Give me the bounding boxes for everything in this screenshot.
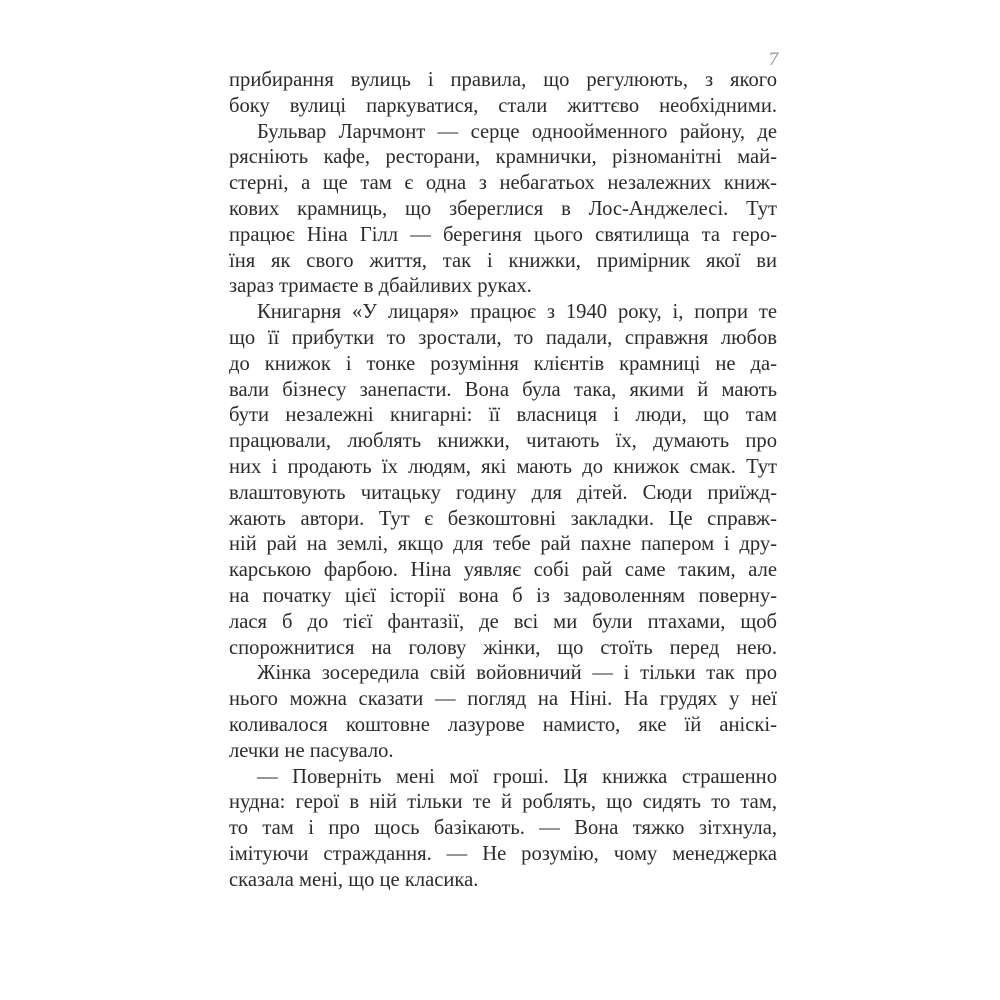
body-text — [229, 68, 777, 894]
text-line: працювали, люблять книжки, читають їх, думають про — [229, 430, 777, 453]
text-line: кових крамниць, що збереглися в Лос-Анджелесі. Тут — [229, 197, 777, 220]
text-line: бути незалежні книгарні: її власниця і люди, що там — [229, 404, 777, 427]
text-line: лечки не пасувало. — [229, 739, 394, 762]
text-line: коливалося коштовне лазурове намисто, яке їй аніскі- — [229, 713, 777, 736]
text-line: то там і про щось базікають. — Вона тяжко зітхнула, — [229, 817, 777, 840]
text-line: сказала мені, що це класика. — [229, 868, 479, 891]
text-line: карською фарбою. Ніна уявляє собі рай саме таким, але — [229, 559, 777, 582]
text-line: жають автори. Тут є безкоштовні закладки. Це справж- — [229, 507, 777, 530]
text-line: що її прибутки то зростали, то падали, справжня любов — [229, 326, 777, 349]
text-line: влаштовують читацьку годину для дітей. Сюди приїжд- — [229, 481, 777, 504]
text-line: до книжок і тонке розуміння клієнтів крамниці не да- — [229, 352, 777, 375]
text-line: стерні, а ще там є одна з небагатьох незалежних книж- — [229, 172, 777, 195]
page-number: 7 — [768, 50, 779, 70]
text-line: — Поверніть мені мої гроші. Ця книжка страшенно — [257, 765, 777, 788]
text-line: лася б до тієї фантазії, де всі ми були птахами, щоб — [229, 610, 777, 633]
text-line: них і продають їх людям, які мають до книжок смак. Тут — [229, 455, 777, 478]
text-line: зараз тримаєте в дбайливих руках. — [229, 275, 532, 298]
text-line: нього можна сказати — погляд на Ніні. На грудях у неї — [229, 688, 777, 711]
text-line: Жінка зосередила свій войовничий — і тільки так про — [257, 662, 777, 685]
text-line: їня як свого життя, так і книжки, примірник якої ви — [229, 249, 777, 272]
text-line: нудна: герої в ній тільки те й роблять, що сидять то там, — [229, 791, 777, 814]
text-line: працює Ніна Гілл — берегиня цього святилища та геро- — [229, 223, 777, 246]
text-line: на початку цієї історії вона б із задоволенням поверну- — [229, 584, 777, 607]
text-line: вали бізнесу занепасти. Вона була така, якими й мають — [229, 378, 777, 401]
text-line: імітуючи страждання. — Не розумію, чому менеджерка — [229, 842, 777, 865]
text-line: рясніють кафе, ресторани, крамнички, різноманітні май- — [229, 146, 777, 169]
text-line: боку вулиці паркуватися, стали життєво необхідними. — [229, 94, 777, 117]
text-line: прибирання вулиць і правила, що регулюють, з якого — [229, 69, 777, 91]
text-line: ній рай на землі, якщо для тебе рай пахне папером і дру- — [229, 533, 777, 556]
text-line: спорожнитися на голову жінки, що стоїть перед нею. — [229, 636, 777, 659]
text-line: Книгарня «У лицаря» працює з 1940 року, і, попри те — [257, 301, 777, 324]
text-line: Бульвар Ларчмонт — серце одноойменного району, де — [257, 120, 777, 143]
